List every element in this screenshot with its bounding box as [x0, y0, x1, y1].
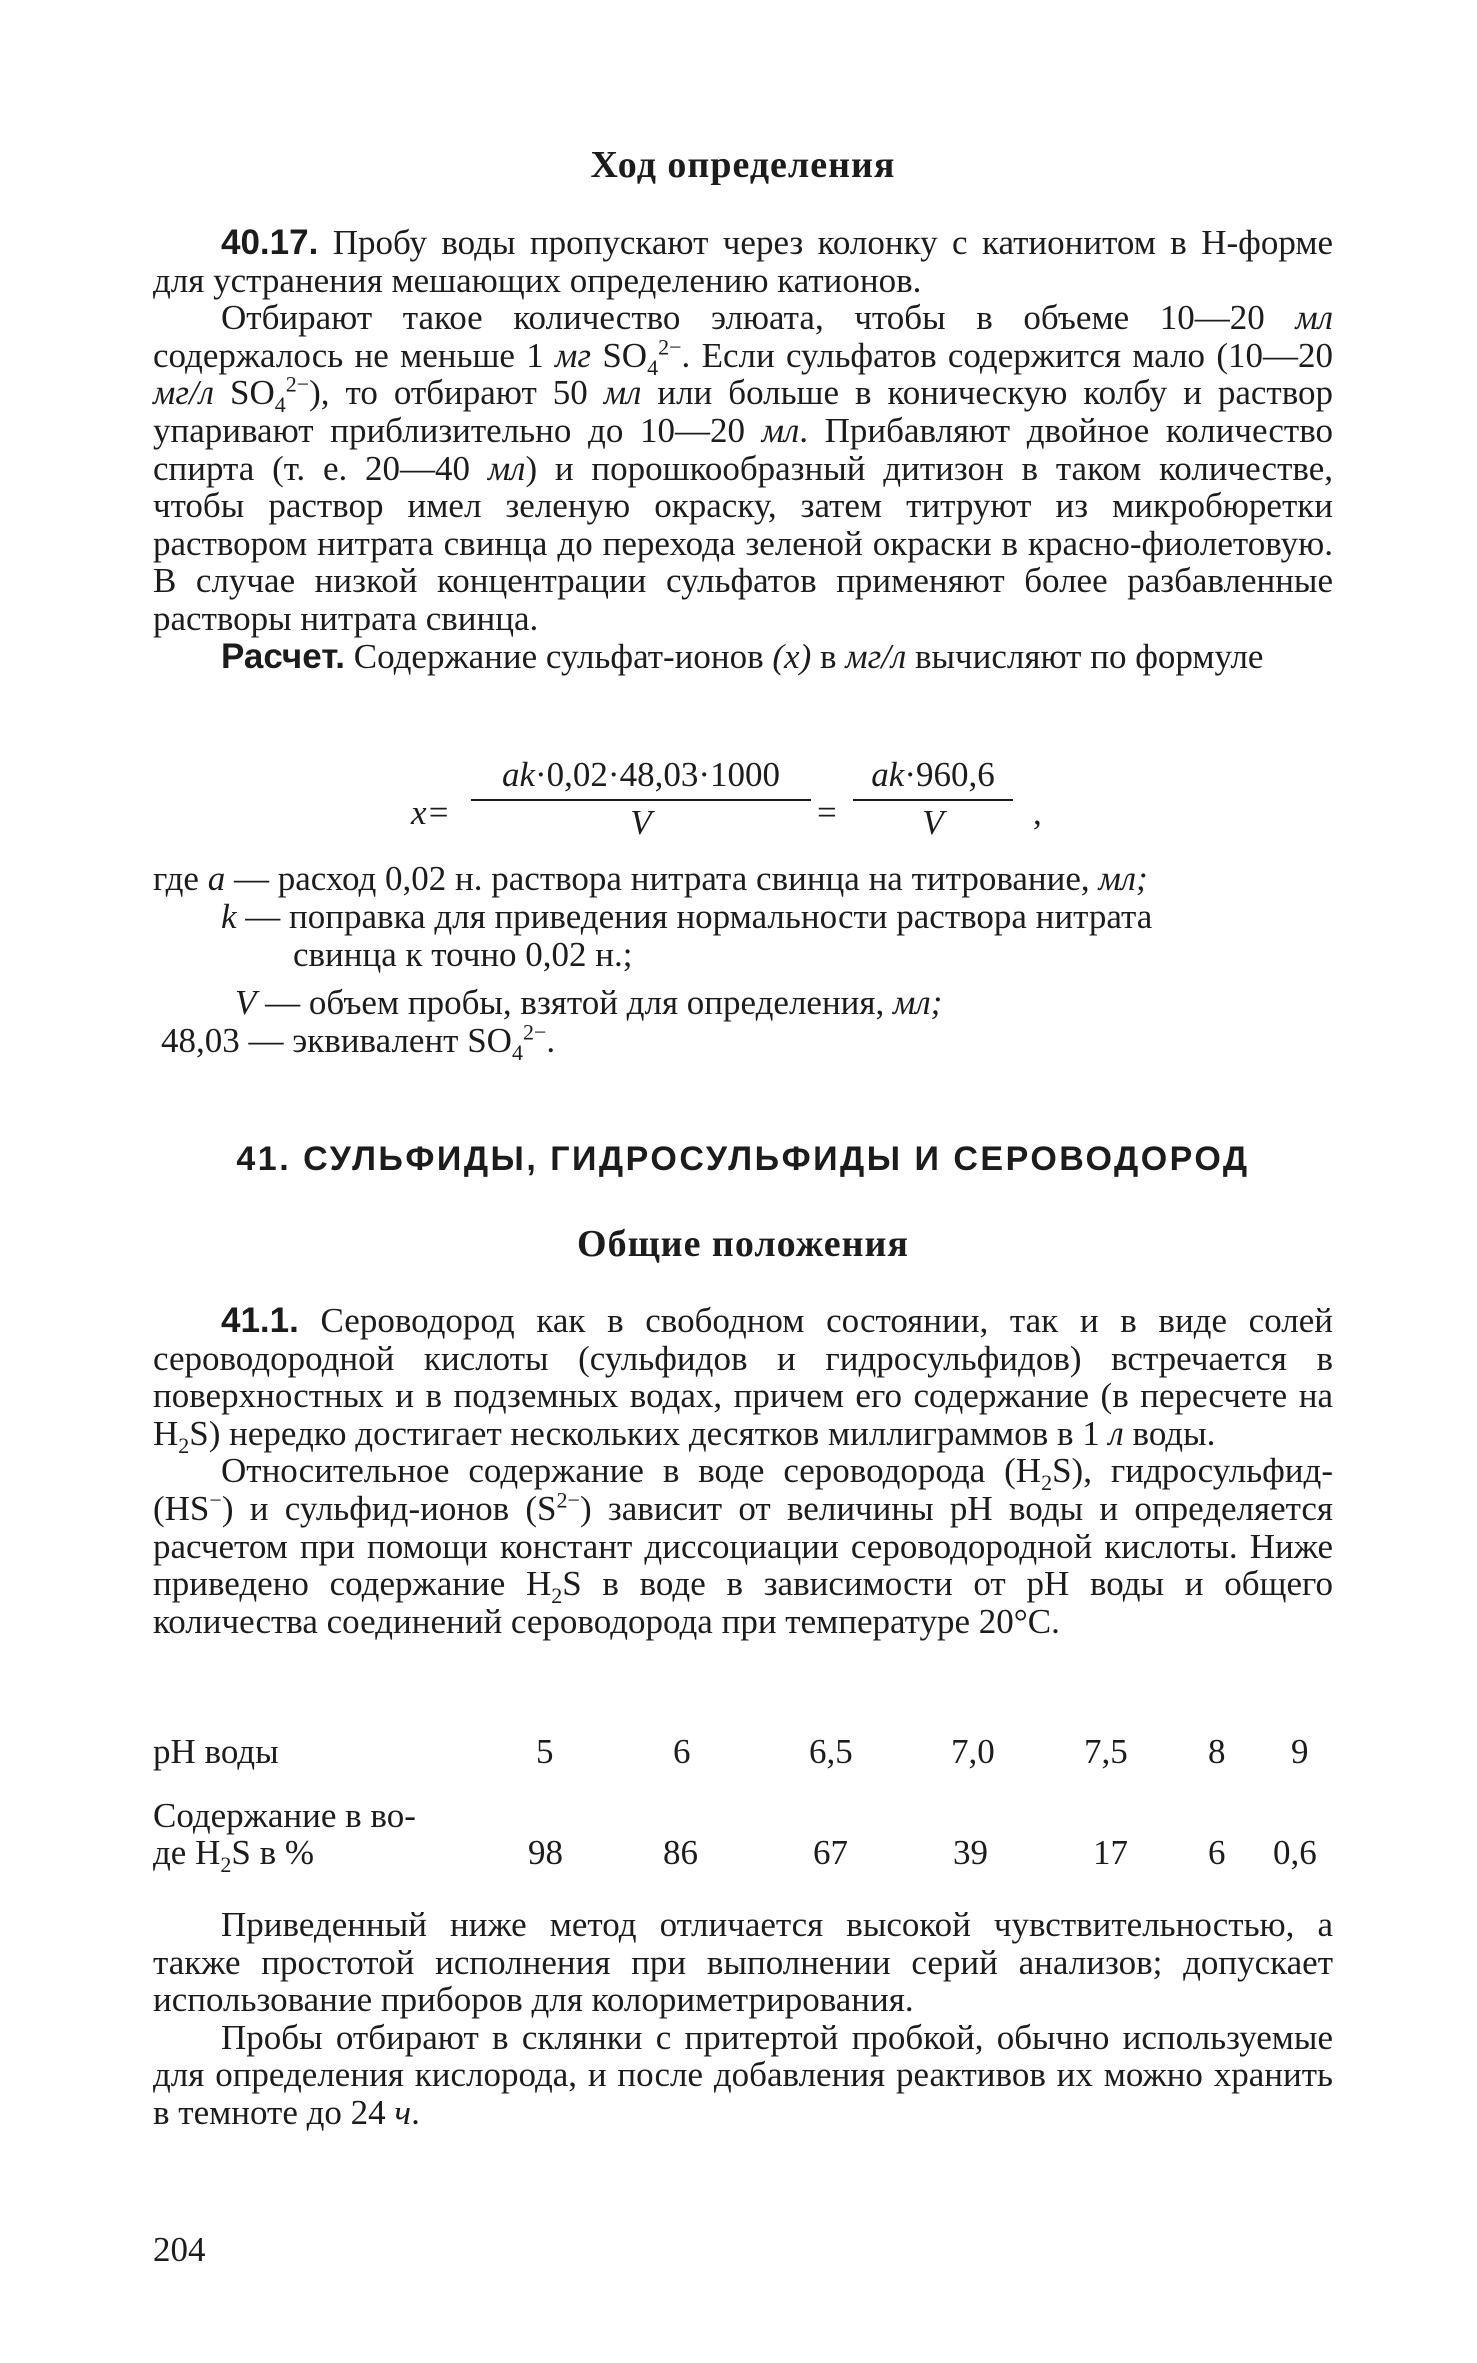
paragraph-number: 41.1.	[221, 1301, 299, 1340]
content-cell: 86	[663, 1833, 698, 1872]
text-run: в	[811, 636, 846, 676]
section-41-subheading: Общие положения	[577, 1223, 909, 1265]
text-run: ) и порошкообразный дитизон в таком количестве, чтобы раствор имел зеленую окраску, затем титруют из микробюретки раствором нитрата свинца до перехода зеленой окраски в красно-фиолетовую. В случае низкой концентрации сульфатов применяют более разбавленные растворы нитрата свинца.	[153, 448, 1333, 638]
text-run: 48,03 — эквивалент SO	[161, 1021, 512, 1060]
symbol-a: a	[207, 859, 226, 898]
variable-x: (x)	[772, 636, 812, 676]
content-cell: 6	[1208, 1833, 1226, 1872]
content-cell: 39	[953, 1833, 988, 1872]
fraction-1-denominator: V	[630, 803, 652, 842]
fraction-1-numerator	[471, 755, 811, 801]
text-run: SO	[591, 335, 648, 375]
text-run: Отбирают такое количество элюата, чтобы в объеме 10—20	[221, 298, 1296, 338]
text-run: где	[153, 859, 199, 898]
unit-h: ч	[394, 2092, 412, 2132]
paragraph-method	[153, 1906, 1333, 2132]
legend-row-a	[153, 860, 1333, 898]
text-run: Содержание сульфат-ионов	[345, 636, 773, 676]
legend-row-k	[221, 898, 1152, 936]
text-run: .	[546, 1021, 556, 1060]
paragraph-40-17	[153, 224, 1333, 675]
calc-label: Расчет.	[221, 636, 346, 676]
fraction-2-numerator	[853, 755, 1013, 801]
ph-cell: 6,5	[809, 1732, 853, 1771]
ph-cell: 9	[1291, 1732, 1309, 1771]
paragraph-relative-content	[153, 1452, 1333, 1640]
unit-mg-l: мг/л	[845, 636, 907, 676]
text-run: S), гидросульфид- (HS	[153, 1451, 1333, 1528]
text-run: содержалось не меньше 1	[153, 335, 556, 375]
text-run: де H	[153, 1833, 221, 1872]
subscript: 4	[274, 392, 286, 418]
text-run: S) нередко достигает нескольких десятков миллиграммов в 1	[189, 1413, 1109, 1453]
symbol-ak: ak	[501, 755, 536, 794]
page-number: 204	[153, 2230, 206, 2269]
text-run: . Если сульфатов содержится мало (10—20	[681, 335, 1333, 375]
legend-row-v	[235, 984, 942, 1022]
text-run: воды.	[1123, 1413, 1216, 1453]
unit-mg: мг	[555, 335, 592, 375]
unit-ml: мл	[603, 373, 642, 413]
unit-mg-l: мг/л	[153, 373, 214, 413]
fraction-1	[471, 755, 811, 843]
fraction-2-denominator: V	[922, 803, 944, 842]
equals-sign: =	[817, 793, 837, 832]
superscript: −	[209, 1487, 222, 1513]
unit-ml: мл;	[893, 983, 943, 1022]
paragraph-hydrogen-sulfide	[153, 1301, 1333, 1458]
row-label-content-line1: Содержание в во-	[153, 1796, 416, 1835]
legend-a	[153, 860, 1148, 898]
numerator-text: ·0,02·48,03·1000	[535, 755, 780, 794]
text-run: ), то отбирают 50	[309, 373, 604, 413]
row-label-ph: pH воды	[153, 1732, 279, 1771]
text-run: Пробы отбирают в склянки с притертой пробкой, обычно используемые для определения кислорода, и после добавления реактивов их можно хранить в темноте до 24	[153, 2017, 1333, 2132]
superscript: 2−	[658, 334, 682, 360]
text-run: Сероводород как в свободном состоянии, так и в виде солей сероводородной кислоты (сульфидов и гидросульфидов) встречается в поверхностных и в подземных водах, причем его содержание (в пересчете на H	[153, 1301, 1333, 1453]
content-cell: 0,6	[1273, 1833, 1317, 1872]
superscript: 2−	[556, 1487, 580, 1513]
ph-table	[153, 1732, 1333, 1877]
ph-cell: 6	[673, 1732, 691, 1771]
section-41-title: 41. СУЛЬФИДЫ, ГИДРОСУЛЬФИДЫ И СЕРОВОДОРОД	[236, 1140, 1250, 1178]
document-page	[153, 0, 1333, 2363]
text-run: S в воде в зависимости от pH воды и общего количества соединений сероводорода при температуре 20°С.	[153, 1564, 1333, 1641]
formula-comma: ,	[1033, 793, 1042, 832]
superscript: 2−	[285, 371, 310, 397]
ph-cell: 7,5	[1084, 1732, 1128, 1771]
text-run: — расход 0,02 н. раствора нитрата свинца на титрование,	[225, 859, 1099, 898]
paragraph-number: 40.17.	[221, 223, 319, 262]
legend-row-equivalent	[161, 1019, 556, 1065]
text-run: или больше в коническую колбу и раствор упаривают приблизительно до 10—20	[153, 373, 1333, 450]
symbol-k: k	[221, 897, 237, 936]
text-run: S в %	[231, 1833, 315, 1872]
ph-cell: 8	[1208, 1732, 1226, 1771]
fraction-2	[853, 755, 1013, 843]
formula	[153, 755, 1333, 855]
text-run: Относительное содержание в воде сероводорода (H	[221, 1451, 1042, 1491]
symbol-ak: ak	[871, 755, 905, 794]
superscript: 2−	[522, 1019, 547, 1045]
unit-ml: мл	[761, 410, 800, 450]
legend-row-k2: свинца к точно 0,02 н.;	[293, 935, 633, 974]
text-run: вычисляют по формуле	[906, 636, 1264, 676]
paragraph-41-1	[153, 1302, 1333, 1640]
paragraph-sampling	[153, 2019, 1333, 2132]
text-run: — поправка для приведения нормальности раствора нитрата	[236, 897, 1153, 936]
paragraph-text: Пробу воды пропускают через колонку с катионитом в Н-форме для устранения мешающих определению катионов.	[153, 223, 1334, 300]
unit-ml: мл	[487, 448, 526, 488]
unit-l: л	[1108, 1413, 1124, 1453]
text-run: . Прибавляют двойное количество спирта (т. е. 20—40	[153, 410, 1333, 488]
subscript: 2	[1041, 1470, 1053, 1496]
text-run: SO	[213, 373, 275, 413]
content-cell: 17	[1093, 1833, 1128, 1872]
ph-cell: 7,0	[951, 1732, 995, 1771]
content-cell: 98	[528, 1833, 563, 1872]
text-run: .	[411, 2092, 420, 2132]
text-run: ) и сульфид-ионов (S	[221, 1488, 557, 1528]
ph-cell: 5	[536, 1732, 554, 1771]
subscript: 2	[178, 1432, 190, 1458]
paragraph-eluate	[153, 299, 1333, 637]
subscript: 2	[551, 1583, 563, 1609]
content-cell: 67	[813, 1833, 848, 1872]
paragraph-calculation	[153, 638, 1333, 676]
symbol-v: V	[235, 983, 257, 1022]
subscript: 4	[647, 354, 659, 380]
text-run: — объем пробы, взятой для определения,	[256, 983, 894, 1022]
text-run: ) зависит от величины pH воды и определяется расчетом при помощи констант диссоциации сероводородной кислоты. Ниже приведено содержание H	[153, 1488, 1333, 1604]
subscript: 4	[511, 1040, 523, 1065]
numerator-text: ·960,6	[904, 755, 995, 794]
unit-ml: мл	[1295, 298, 1333, 338]
formula-lhs: x=	[411, 793, 451, 832]
unit-ml: мл;	[1098, 859, 1148, 898]
subscript: 2	[220, 1852, 232, 1877]
row-label-content-line2	[153, 1833, 315, 1877]
section-heading-procedure: Ход определения	[590, 144, 896, 186]
paragraph-sensitivity: Приведенный ниже метод отличается высокой чувствительностью, а также простотой исполнения при выполнении серий анализов; допускает использование приборов для колориметрирования.	[153, 1905, 1333, 2020]
